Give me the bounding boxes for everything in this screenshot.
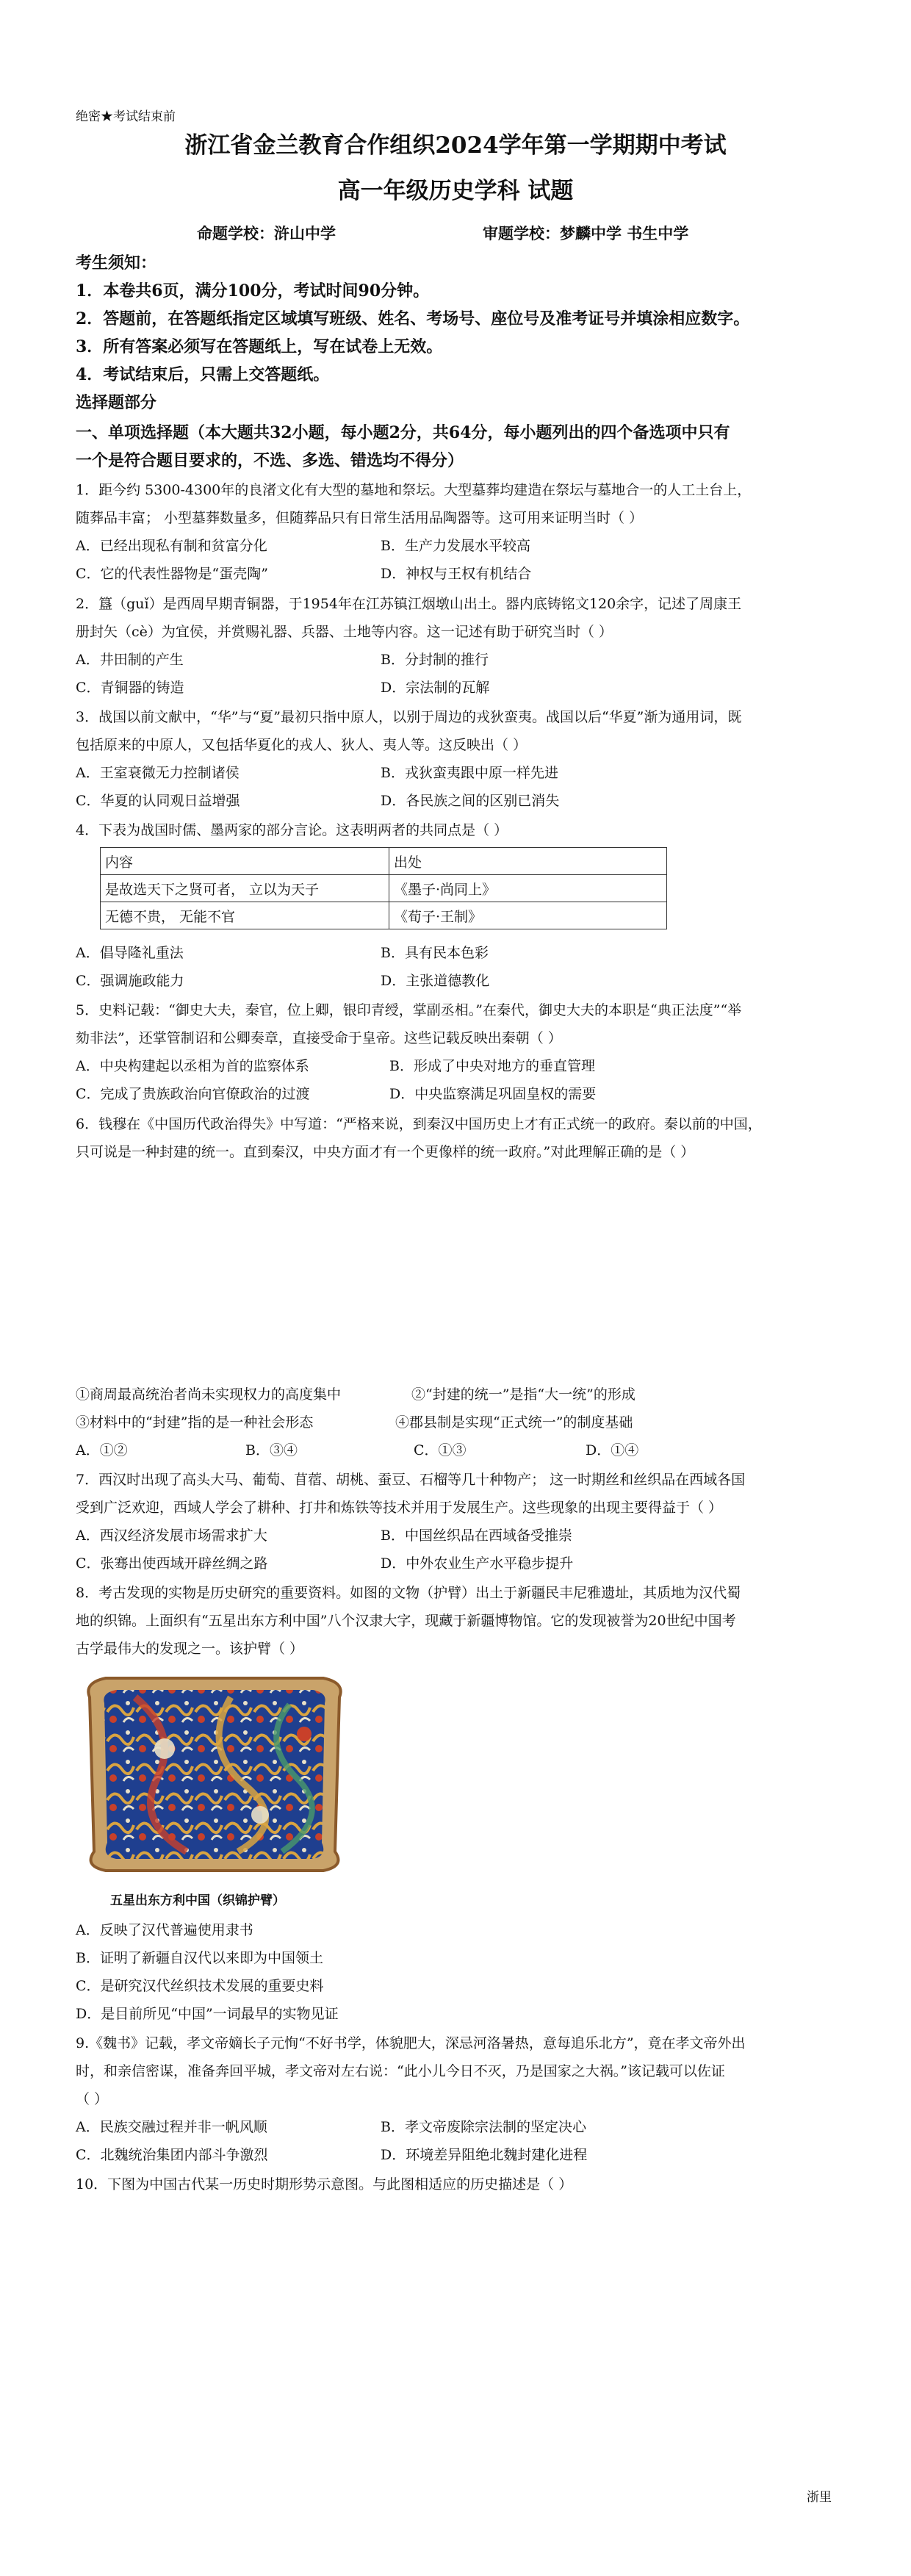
table-row — [101, 902, 667, 929]
option-a: A．已经出现私有制和贫富分化 — [76, 538, 267, 554]
option-b: B．具有民本色彩 — [381, 945, 489, 961]
section-heading-cont: 一个是符合题目要求的，不选、多选、错选均不得分） — [76, 451, 464, 470]
table-cell: 无德不贵， 无能不官 — [101, 902, 389, 929]
option-c: C．是研究汉代丝织技术发展的重要史料 — [76, 1978, 324, 1994]
option-c: C．北魏统治集团内部斗争激烈 — [76, 2147, 268, 2163]
option-a: A．倡导隆礼重法 — [76, 945, 184, 961]
option-d: D．宗法制的瓦解 — [381, 680, 490, 696]
table-cell: 《荀子·王制》 — [389, 902, 667, 929]
question-stem: 8．考古发现的实物是历史研究的重要资料。如图的文物（护臂）出土于新疆民丰尼雅遗址，其质地为汉代蜀 — [76, 1585, 741, 1601]
option-a: A．反映了汉代普遍使用隶书 — [76, 1922, 253, 1938]
option-a: A．王室衰微无力控制诸侯 — [76, 765, 240, 781]
option-c: C．它的代表性器物是“蛋壳陶” — [76, 566, 268, 582]
section-heading: 一、单项选择题（本大题共32小题，每小题2分，共64分，每小题列出的四个备选项中只有 — [76, 423, 730, 442]
question-stem: 10．下图为中国古代某一历史时期形势示意图。与此图相适应的历史描述是（ ） — [76, 2176, 573, 2192]
option-c: C．①③ — [414, 1442, 467, 1458]
option-b: B．证明了新疆自汉代以来即为中国领土 — [76, 1950, 323, 1966]
question-stem: 受到广泛欢迎，西域人学会了耕种、打井和炼铁等技术并用于发展生产。这些现象的出现主要得益于（ ） — [76, 1500, 723, 1516]
question-stem: 劾非法”，还掌管制诏和公卿奏章，直接受命于皇帝。这些记载反映出秦朝（ ） — [76, 1030, 562, 1046]
exam-title: 浙江省金兰教育合作组织2024学年第一学期期中考试 — [184, 132, 727, 159]
option-b: B．形成了中央对地方的垂直管理 — [389, 1058, 595, 1074]
question-stem: 古学最伟大的发现之一。该护臂（ ） — [76, 1641, 304, 1657]
brocade-armguard-image — [76, 1668, 353, 1878]
option-a: A．①② — [76, 1442, 128, 1458]
option-a: A．中央构建起以丞相为首的监察体系 — [76, 1058, 309, 1074]
option-a: A．西汉经济发展市场需求扩大 — [76, 1528, 267, 1544]
notice-item: 4．考试结束后，只需上交答题纸。 — [76, 365, 330, 384]
option-b: B．戎狄蛮夷跟中原一样先进 — [381, 765, 558, 781]
option-b: B．生产力发展水平较高 — [381, 538, 530, 554]
option-b: B．孝文帝废除宗法制的坚定决心 — [381, 2119, 586, 2135]
question-stem: 4．下表为战国时儒、墨两家的部分言论。这表明两者的共同点是（ ） — [76, 822, 508, 838]
table-header-cell: 出处 — [389, 848, 667, 875]
option-c: C．青铜器的铸造 — [76, 680, 184, 696]
question-stem: 3．战国以前文献中，“华”与“夏”最初只指中原人，以别于周边的戎狄蛮夷。战国以后“华夏”渐为通用词，既 — [76, 709, 742, 725]
question-stem: 随葬品丰富； 小型墓葬数量多，但随葬品只有日常生活用品陶器等。这可用来证明当时（ ） — [76, 510, 644, 526]
option-d: D．神权与王权有机结合 — [381, 566, 532, 582]
question-stem: 1．距今约 5300-4300年的良渚文化有大型的墓地和祭坛。大型墓葬均建造在祭坛与墓地合一的人工土台上， — [76, 482, 752, 498]
question-stem: 7．西汉时出现了高头大马、葡萄、苜蓿、胡桃、蚕豆、石榴等几十种物产； 这一时期丝和丝织品在西域各国 — [76, 1472, 746, 1488]
confidential-mark: 绝密★考试结束前 — [76, 109, 176, 124]
question-stem: 包括原来的中原人，又包括华夏化的戎人、狄人、夷人等。这反映出（ ） — [76, 737, 527, 753]
question-stem: 地的织锦。上面织有“五星出东方利中国”八个汉隶大字，现藏于新疆博物馆。它的发现被誉为20世纪中国考 — [76, 1613, 736, 1629]
section-part: 选择题部分 — [76, 393, 157, 412]
option-d: D．中央监察满足巩固皇权的需要 — [389, 1086, 597, 1102]
option-a: A．井田制的产生 — [76, 652, 184, 668]
notice-item: 1．本卷共6页，满分100分，考试时间90分钟。 — [76, 281, 430, 301]
question-stem: 5．史料记载：“御史大夫，秦官，位上卿，银印青绶，掌副丞相。”在秦代，御史大夫的本职是“典正法度”“举 — [76, 1002, 742, 1018]
option-d: D．是目前所见“中国”一词最早的实物见证 — [76, 2006, 339, 2022]
setting-school: 命题学校：浒山中学 — [197, 224, 336, 242]
notice-item: 3．所有答案必须写在答题纸上，写在试卷上无效。 — [76, 337, 443, 356]
question-stem: 册封矢（cè）为宜侯，并赏赐礼器、兵器、土地等内容。这一记述有助于研究当时（ ） — [76, 624, 613, 640]
question-stem: 时，和亲信密谋，准备奔回平城，孝文帝对左右说：“此小儿今日不灭，乃是国家之大祸。”该记载可以佐证 — [76, 2063, 725, 2079]
table-cell: 是故选天下之贤可者， 立以为天子 — [101, 875, 389, 902]
option-b: B．分封制的推行 — [381, 652, 489, 668]
table-row — [101, 875, 667, 902]
question-stem: 2．簋（guǐ）是西周早期青铜器，于1954年在江苏镇江烟墩山出土。器内底铸铭文120余字，记述了周康王 — [76, 596, 742, 612]
question-stem: 只可说是一种封建的统一。直到秦汉，中央方面才有一个更像样的统一政府。”对此理解正确的是（ ） — [76, 1144, 695, 1160]
exam-subtitle: 高一年级历史学科 试题 — [337, 178, 574, 204]
option-b: B．③④ — [245, 1442, 298, 1458]
footer-mark: 浙里 — [807, 2490, 832, 2505]
review-school: 审题学校：梦麟中学 书生中学 — [483, 224, 689, 242]
option-d: D．各民族之间的区别已消失 — [381, 793, 560, 809]
option-c: C．华夏的认同观日益增强 — [76, 793, 240, 809]
notice-heading: 考生须知： — [76, 253, 157, 273]
statement-4: ④郡县制是实现“正式统一”的制度基础 — [395, 1414, 633, 1431]
option-d: D．主张道德教化 — [381, 973, 490, 989]
table-header-cell: 内容 — [101, 848, 389, 875]
option-c: C．强调施政能力 — [76, 973, 184, 989]
table-header-row — [101, 848, 667, 875]
option-a: A．民族交融过程并非一帆风顺 — [76, 2119, 267, 2135]
option-d: D．①④ — [586, 1442, 639, 1458]
option-d: D．中外农业生产水平稳步提升 — [381, 1555, 574, 1572]
table-cell: 《墨子·尚同上》 — [389, 875, 667, 902]
figure-caption: 五星出东方利中国（织锦护臂） — [110, 1893, 285, 1908]
source-table — [100, 847, 667, 929]
statement-3: ③材料中的“封建”指的是一种社会形态 — [76, 1414, 314, 1431]
notice-item: 2．答题前，在答题纸指定区域填写班级、姓名、考场号、座位号及准考证号并填涂相应数字。 — [76, 309, 750, 328]
question-stem: （ ） — [76, 2091, 109, 2107]
option-c: C．完成了贵族政治向官僚政治的过渡 — [76, 1086, 310, 1102]
question-stem: 6．钱穆在《中国历代政治得失》中写道：“严格来说，到秦汉中国历史上才有正式统一的政府。秦以前的中国， — [76, 1116, 762, 1132]
question-stem: 9.《魏书》记载，孝文帝嫡长子元恂“不好书学，体貌肥大，深忌河洛暑热，意每追乐北方”，竟在孝文帝外出 — [76, 2035, 746, 2051]
option-d: D．环境差异阻绝北魏封建化进程 — [381, 2147, 588, 2163]
option-b: B．中国丝织品在西域备受推崇 — [381, 1528, 572, 1544]
statement-2: ②“封建的统一”是指“大一统”的形成 — [411, 1386, 635, 1403]
option-c: C．张骞出使西域开辟丝绸之路 — [76, 1555, 268, 1572]
statement-1: ①商周最高统治者尚未实现权力的高度集中 — [76, 1386, 342, 1403]
